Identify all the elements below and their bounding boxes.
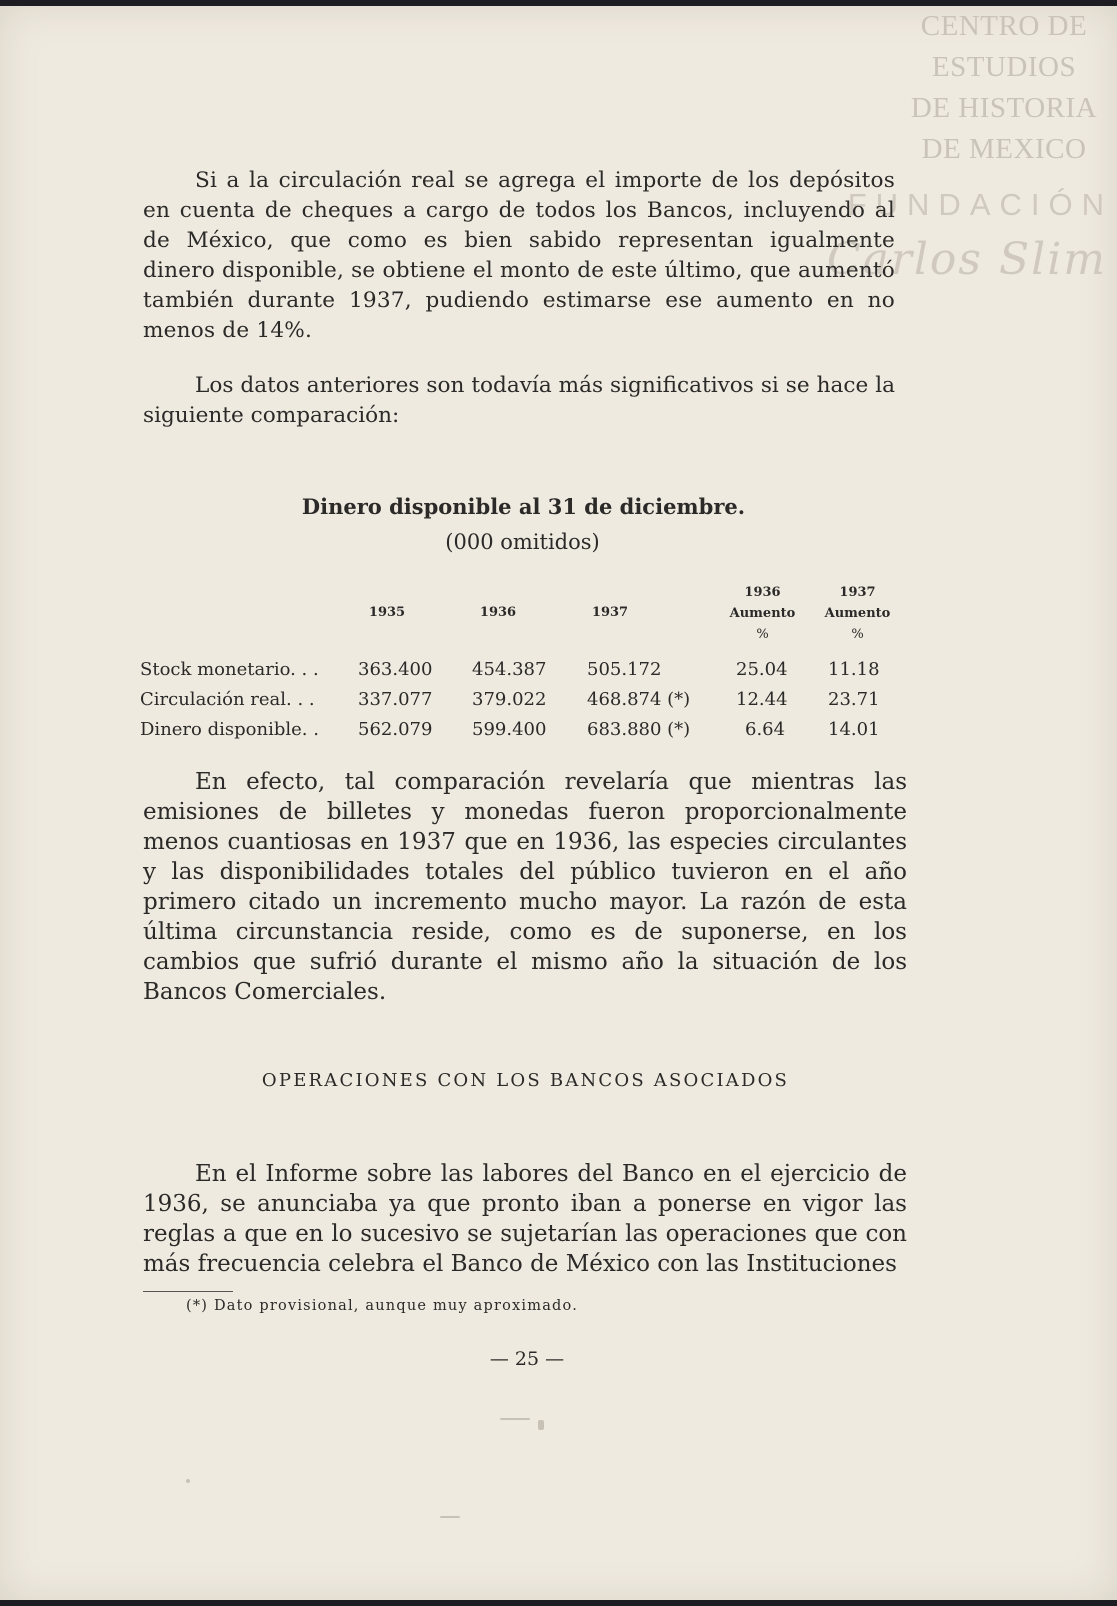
footnote: (*) Dato provisional, aunque muy aproximado. [186, 1298, 579, 1314]
paragraph-effect: En efecto, tal comparación revelaría que mientras las emisiones de billetes y monedas fueron proporcionalmente menos cuantiosas en 1937 que en 1936, las especies circulantes y las disponibilidades totales del público tuvieron en el año primero citado un incremento mucho mayor. La razón de esta última circunstancia reside, como es de suponerse, en los cambios que sufrió durante el mismo año la situación de los Bancos Comerciales. [143, 769, 907, 1005]
row-label-stock: Stock monetario. . . [140, 659, 319, 680]
header-aumento-1937-unit: % [851, 627, 864, 642]
watermark-line: DE HISTORIA [910, 92, 1098, 124]
cell-stock-1935: 363.400 [358, 659, 433, 680]
paragraph-informe: En el Informe sobre las labores del Banco en el ejercicio de 1936, se anunciaba ya que pronto iban a ponerse en vigor las reglas a que en lo sucesivo se sujetarían las operaciones que con más frecuencia celebra el Banco de México con las Instituciones [143, 1161, 907, 1277]
watermark-line: ESTUDIOS [931, 51, 1077, 83]
watermark-line: DE MEXICO [921, 133, 1087, 165]
header-1937: 1937 [591, 605, 629, 620]
cell-dinero-aumento-1936: 6.64 [745, 719, 786, 740]
header-aumento-1936-year: 1936 [744, 585, 781, 600]
header-aumento-1936-unit: % [756, 627, 769, 642]
cell-stock-1937: 505.172 [587, 659, 662, 680]
header-aumento-1936-label: Aumento [729, 606, 796, 621]
cell-circulacion-1936: 379.022 [472, 689, 547, 710]
paper-mark [500, 1418, 530, 1420]
cell-dinero-1935: 562.079 [358, 719, 433, 740]
cell-stock-aumento-1937: 11.18 [828, 659, 880, 680]
cell-circulacion-aumento-1936: 12.44 [736, 689, 788, 710]
paragraph-comparison: Los datos anteriores son todavía más significativos si se hace la siguiente comparación: [143, 373, 895, 428]
cell-stock-aumento-1936: 25.04 [736, 659, 788, 680]
header-aumento-1937-year: 1937 [839, 585, 876, 600]
paper-mark [186, 1479, 190, 1483]
table-subtitle: (000 omitidos) [445, 530, 600, 554]
cell-dinero-1937: 683.880 (*) [587, 719, 691, 740]
header-1936: 1936 [479, 605, 517, 620]
page-number: — 25 — [489, 1348, 565, 1370]
table-title: Dinero disponible al 31 de diciembre. [301, 494, 746, 519]
cell-stock-1936: 454.387 [472, 659, 547, 680]
watermark-signature: Carlos Slim [826, 234, 1107, 285]
cell-circulacion-1935: 337.077 [358, 689, 433, 710]
cell-dinero-aumento-1937: 14.01 [828, 719, 880, 740]
archive-watermark [891, 6, 1117, 186]
header-aumento-1937-label: Aumento [824, 606, 891, 621]
cell-circulacion-1937: 468.874 (*) [587, 689, 691, 710]
footnote-divider [143, 1291, 233, 1292]
row-label-dinero: Dinero disponible. . [140, 719, 319, 740]
paragraph-intro: Si a la circulación real se agrega el importe de los depósitos en cuenta de cheques a cargo de todos los Bancos, incluyendo al de México, que como es bien sabido representan igualmente dinero disponible, se obtiene el monto de este último, que aumentó también durante 1937, pudiendo estimarse ese aumento en no menos de 14%. [143, 168, 895, 343]
watermark-line: CENTRO DE [920, 10, 1088, 42]
cell-circulacion-aumento-1937: 23.71 [828, 689, 880, 710]
paper-mark [440, 1516, 460, 1518]
document-page [0, 6, 1117, 1600]
watermark-fundacion: FUNDACIÓN [847, 187, 1113, 222]
section-heading: OPERACIONES CON LOS BANCOS ASOCIADOS [261, 1070, 790, 1091]
cell-dinero-1936: 599.400 [472, 719, 547, 740]
header-1935: 1935 [368, 605, 406, 620]
row-label-circulacion: Circulación real. . . [140, 689, 315, 710]
paper-mark [538, 1420, 544, 1430]
